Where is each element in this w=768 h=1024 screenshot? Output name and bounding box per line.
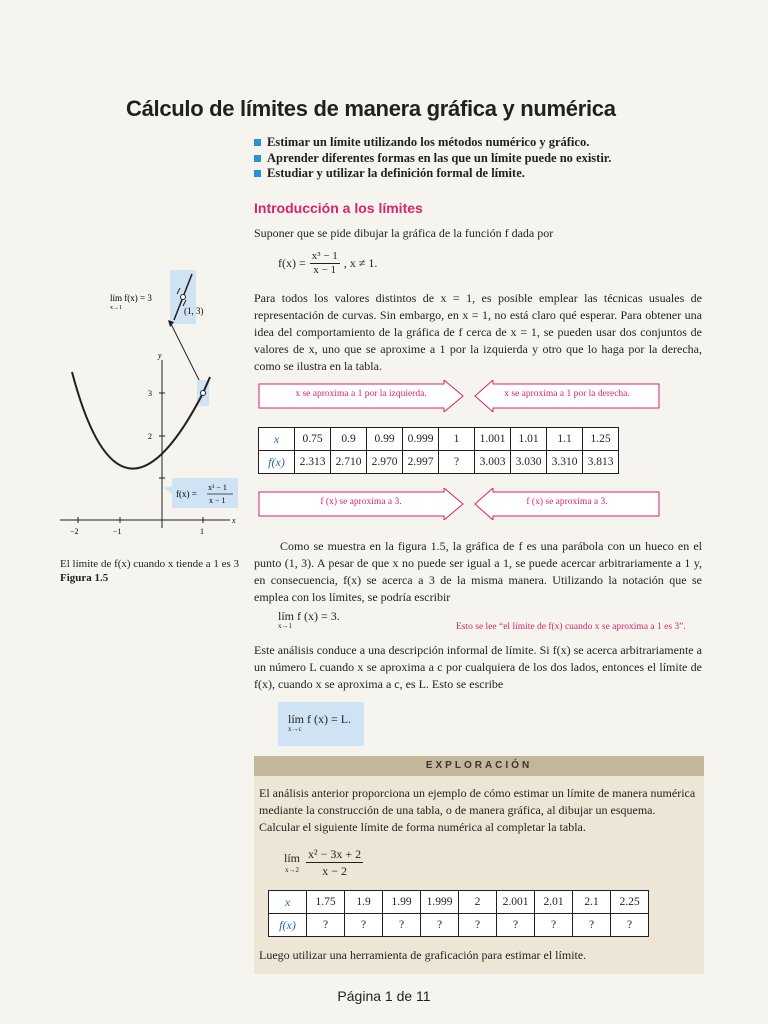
paragraph-values: Para todos los valores distintos de x = 1, es posible emplear las técnicas usuales de representación de curvas. Sin embargo, en x = 1, no está claro qué esperar. Para obtener una idea del comportamiento de la gráfica de f cerca de x = 1, se pueden usar dos conjuntos de valores de x, uno que se aproxime a 1 por la izquierda y otro que lo haga por la derecha, como se ilustra en la tabla. xyxy=(254,291,702,373)
objective-item: Aprender diferentes formas en las que un límite puede no existir. xyxy=(254,151,611,167)
objectives-list xyxy=(254,135,611,182)
y-tick-label: 2 xyxy=(148,432,152,441)
page-title: Cálculo de límites de manera gráfica y numérica xyxy=(126,96,616,121)
function-label: f(x) = xyxy=(176,489,197,499)
function-label-pointer xyxy=(164,486,172,494)
exploration-box xyxy=(254,756,704,974)
exploration-text: El análisis anterior proporciona un ejemplo de cómo estimar un límite de manera numérica mediante la construcción de una tabla, o de manera gráfica, al dibujar un esquema. Calcular el siguiente límite de forma numérica al completar la tabla. xyxy=(259,786,696,834)
function-label-num: x³ − 1 xyxy=(208,483,227,492)
limit-definition-box: lím f (x) = L. x→c xyxy=(278,702,364,746)
paragraph-intro: Suponer que se pide dibujar la gráfica de la función f dada por xyxy=(254,226,554,240)
function-label-den: x − 1 xyxy=(209,496,226,505)
function-definition: f(x) = $\frac{\text{x³ − 1}}{x - 1}$ , x ≠ 1. xyxy=(278,250,378,276)
table-row: f(x) ? ? ? ? ? ? ? ? ? xyxy=(269,914,649,937)
objective-item: Estudiar y utilizar la definición formal de límite. xyxy=(254,166,611,182)
exploration-table xyxy=(268,890,649,937)
exploration-heading: EXPLORACIÓN xyxy=(254,756,704,776)
table-row: x 1.75 1.9 1.99 1.999 2 2.001 2.01 2.1 2.25 xyxy=(269,891,649,914)
limit-note: Esto se lee “el límite de f(x) cuando x se aproxima a 1 es 3”. xyxy=(456,622,686,632)
point-label: (1, 3) xyxy=(184,306,204,316)
figure-parabola xyxy=(60,264,240,554)
exploration-footer: Luego utilizar una herramienta de graficación para estimar el límite. xyxy=(259,948,587,962)
figure-caption: El límite de f(x) cuando x tiende a 1 es 3 Figura 1.5 xyxy=(60,558,239,584)
hole-point xyxy=(201,391,206,396)
x-axis-label: x xyxy=(232,516,236,525)
page-footer: Página 1 de 11 xyxy=(337,988,431,1004)
arrow-x-right: x se aproxima a 1 por la derecha. xyxy=(474,380,660,412)
y-tick-label: 3 xyxy=(148,389,152,398)
arrow-x-left: x se aproxima a 1 por la izquierda. xyxy=(258,380,464,412)
table-row: f(x) 2.313 2.710 2.970 2.997 ? 3.003 3.030 3.310 3.813 xyxy=(259,451,619,474)
square-bullet-icon xyxy=(254,155,261,162)
square-bullet-icon xyxy=(254,170,261,177)
table-row: x 0.75 0.9 0.99 0.999 1 1.001 1.01 1.1 1.25 xyxy=(259,428,619,451)
paragraph-figure-ref: Como se muestra en la figura 1.5, la gráfica de f es una parábola con un hueco en el punto (1, 3). A pesar de que x no puede ser igual a 1, se puede acercar arbitrariamente a 1 y, en consecuencia, f(x) se acerca a 3 de la misma manera. Utilizando la notación que se emplea con los límites, se podría escribir xyxy=(254,539,702,604)
zoom-hole xyxy=(181,295,186,300)
objective-item: Estimar un límite utilizando los métodos numérico y gráfico. xyxy=(254,135,611,151)
square-bullet-icon xyxy=(254,139,261,146)
section-heading: Introducción a los límites xyxy=(254,200,423,216)
x-tick-label: 1 xyxy=(200,527,204,536)
lim-label-sub: x→1 xyxy=(110,305,122,311)
x-tick-label: −1 xyxy=(113,527,122,536)
lim-label: lím f(x) = 3 xyxy=(110,293,152,303)
limit-expression: lím f (x) = 3. x→1 xyxy=(278,609,340,630)
y-axis-label: y xyxy=(158,351,162,360)
values-table xyxy=(258,427,619,474)
exploration-limit: lím x→2 $\frac{\text{x² − 3x + 2}}{x - 2}$ xyxy=(284,847,362,878)
x-tick-label: −2 xyxy=(70,527,79,536)
arrow-f-right: f (x) se aproxima a 3. xyxy=(474,488,660,520)
arrow-f-left: f (x) se aproxima a 3. xyxy=(258,488,464,520)
pointer-line xyxy=(170,322,200,382)
paragraph-definition: Este análisis conduce a una descripción informal de límite. Si f(x) se acerca arbitrariamente a un número L cuando x se aproxima a c por cualquiera de los dos lados, entonces el límite de f(x), cuando x se aproxima a c, es L. Esto se escribe xyxy=(254,643,702,691)
parabola-curve xyxy=(72,372,210,469)
